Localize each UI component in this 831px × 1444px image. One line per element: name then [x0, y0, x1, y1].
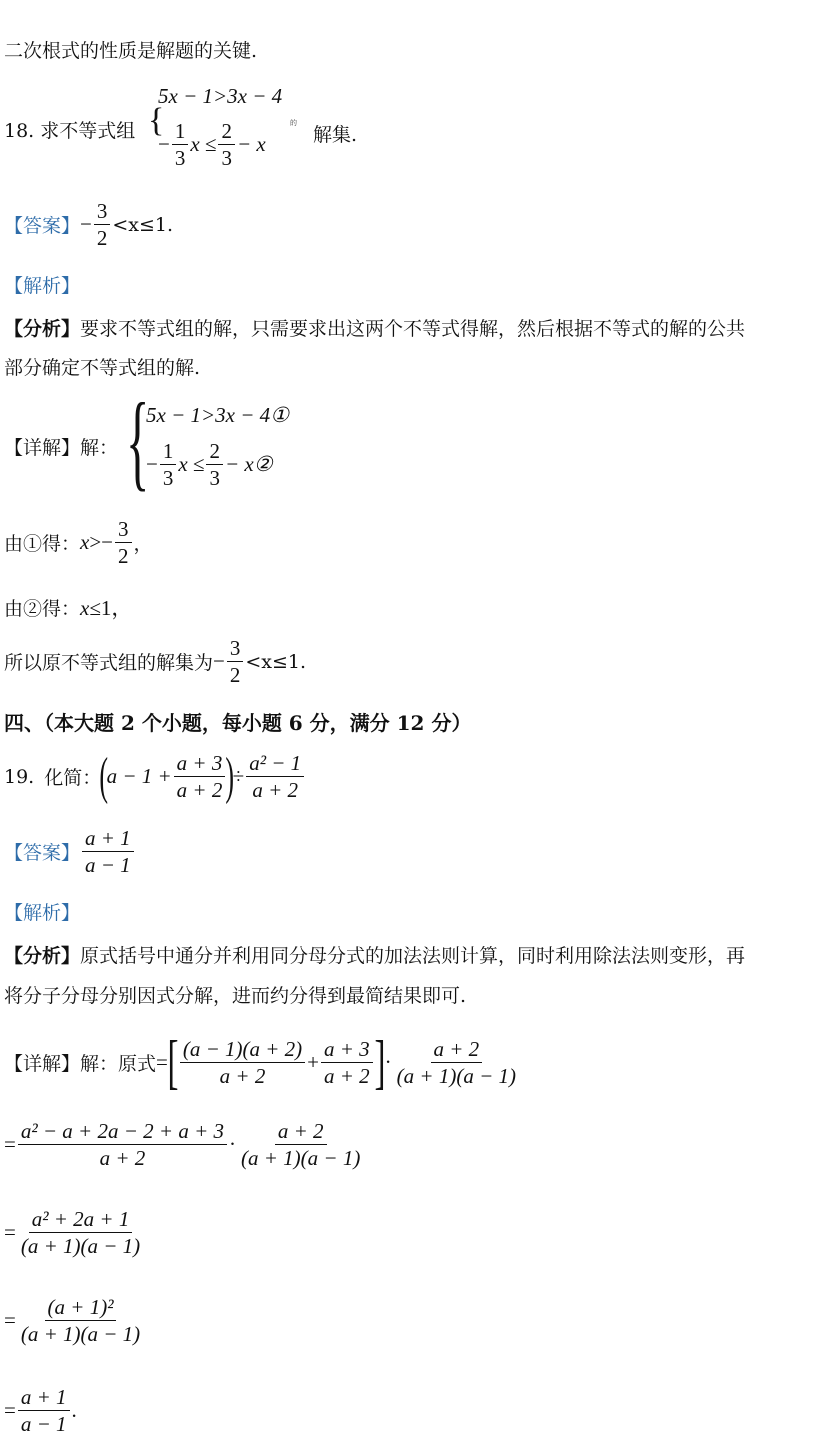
text: 二次根式的性质是解题的关键.	[4, 40, 258, 62]
step-text: 所以原不等式组的解集为	[4, 652, 214, 675]
numerator: 3	[227, 637, 244, 662]
denominator: a + 2	[219, 1064, 266, 1088]
expr: − x	[236, 132, 266, 157]
fraction	[206, 440, 223, 489]
fraction	[246, 752, 304, 801]
step-19-2	[4, 1120, 365, 1169]
fraction	[160, 440, 177, 489]
right-bracket: ]	[374, 1029, 386, 1095]
step-19-4	[4, 1296, 145, 1345]
numerator: (a − 1)(a + 2)	[180, 1038, 305, 1063]
fraction	[82, 827, 134, 876]
denominator: (a + 1)(a − 1)	[241, 1146, 361, 1171]
div-sign: ÷	[232, 764, 245, 788]
fraction	[115, 518, 132, 567]
numerator: 1	[172, 120, 189, 145]
analysis-label: 【解析】	[4, 275, 81, 297]
fraction	[227, 637, 244, 686]
denominator: 3	[162, 466, 174, 491]
detail-19	[4, 1028, 521, 1097]
q19-number: 19.	[4, 765, 35, 788]
denominator: (a + 1)(a − 1)	[20, 1322, 141, 1347]
fenxi-label: 【分析】	[4, 945, 81, 967]
step-rest: <x≤1.	[245, 650, 307, 673]
step-text: 由①得：	[4, 533, 81, 556]
denominator: 3	[221, 146, 232, 171]
fenxi-18-line1	[4, 318, 745, 341]
denominator: (a + 1)(a − 1)	[396, 1064, 516, 1088]
detail-label: 【详解】解：	[4, 437, 119, 459]
expr: x ≤	[190, 132, 217, 157]
fraction	[18, 1208, 143, 1257]
section-heading: 四、（本大题 2 个小题，每小题 6 分，满分 12 分）	[4, 711, 472, 735]
plus-sign: +	[307, 1050, 320, 1074]
step-3	[4, 637, 306, 686]
neg-sign: −	[80, 212, 92, 237]
step-2	[4, 592, 132, 622]
right-paren: )	[225, 748, 235, 805]
detail-18-label	[4, 437, 118, 460]
q18-question	[4, 120, 135, 143]
answer-18	[4, 200, 173, 249]
fenxi-18-line2: 部分确定不等式组的解.	[4, 357, 201, 379]
denominator: a + 2	[99, 1146, 146, 1171]
detail-18-eq2	[146, 440, 273, 489]
q19-prompt: 化简：	[44, 767, 102, 789]
numerator: a² + 2a + 1	[29, 1208, 133, 1233]
fraction	[18, 1386, 70, 1435]
denominator: 2	[118, 544, 129, 569]
fraction	[238, 1120, 363, 1169]
fraction	[394, 1038, 519, 1087]
q18-system-line1: 5x − 1>3x − 4	[158, 84, 283, 108]
left-paren: (	[99, 748, 109, 805]
numerator: a² − 1	[246, 752, 304, 777]
q19-question	[4, 747, 306, 806]
numerator: 2	[218, 120, 235, 145]
period: .	[71, 1398, 77, 1423]
q18-suffix: 解集.	[313, 124, 358, 146]
eq-sign: =	[4, 1308, 16, 1333]
numerator: a + 1	[82, 827, 134, 852]
numerator: a + 3	[174, 752, 226, 777]
fenxi-19-line2: 将分子分母分别因式分解，进而约分得到最简结果即可.	[4, 985, 467, 1007]
rel: >−	[89, 530, 114, 555]
eq-sign: =	[156, 1050, 168, 1074]
step-1	[4, 518, 153, 567]
denominator: a − 1	[20, 1412, 67, 1437]
step-19-3	[4, 1208, 145, 1257]
numerator: a + 1	[18, 1386, 70, 1411]
neg-sign: −	[146, 452, 158, 477]
answer-label: 【答案】	[4, 842, 81, 865]
fraction	[172, 120, 189, 169]
step-post: ，	[133, 533, 153, 556]
eq-sign: =	[4, 1220, 16, 1245]
q18-number: 18.	[4, 120, 35, 142]
fenxi-19-line1	[4, 945, 745, 968]
denominator: 2	[229, 663, 241, 688]
answer-label: 【答案】	[4, 215, 81, 238]
eq-sign: =	[4, 1132, 16, 1157]
detail-18-eq1: 5x − 1>3x − 4①	[146, 403, 289, 427]
q18-brace: {	[148, 102, 165, 139]
numerator: a² − a + 2a − 2 + a + 3	[18, 1120, 227, 1145]
neg-sign: −	[158, 132, 170, 157]
denominator: a + 2	[252, 778, 298, 802]
numerator: 3	[115, 518, 132, 543]
numerator: (a + 1)²	[45, 1296, 117, 1321]
fraction	[94, 200, 111, 249]
neg-sign: −	[213, 649, 225, 674]
denominator: a − 1	[85, 853, 131, 878]
denominator: 3	[174, 146, 186, 171]
var: x	[80, 530, 90, 555]
eq-sign: =	[4, 1398, 16, 1423]
text: 要求不等式组的解，只需要求出这两个不等式得解，然后根据不等式的解的公共	[80, 318, 746, 340]
detail-18-brace: {	[126, 382, 150, 501]
expr: a − 1 +	[106, 764, 172, 788]
expr: − x②	[224, 452, 273, 477]
denominator: (a + 1)(a − 1)	[20, 1234, 141, 1259]
fraction	[18, 1296, 143, 1345]
numerator: 2	[206, 440, 223, 465]
text-line	[4, 40, 257, 63]
analysis-label: 【解析】	[4, 902, 81, 924]
left-bracket: [	[167, 1029, 179, 1095]
detail-label: 【详解】解：原式	[4, 1053, 157, 1075]
fraction	[218, 120, 235, 169]
fenxi-label: 【分析】	[4, 318, 81, 340]
denominator: a + 2	[176, 778, 223, 802]
q18-prompt: 求不等式组	[40, 120, 136, 142]
fraction	[18, 1120, 227, 1169]
text: 原式括号中通分并利用同分母分式的加法法则计算，同时利用除法法则变形，再	[80, 945, 746, 967]
expr: x ≤	[178, 452, 205, 477]
dot-sign: ·	[229, 1132, 236, 1157]
numerator: 3	[94, 200, 111, 225]
answer-19	[4, 827, 136, 876]
step-19-5	[4, 1386, 77, 1435]
step-text: 由②得：	[4, 598, 81, 620]
denominator: 2	[96, 226, 108, 251]
fraction	[321, 1038, 373, 1087]
fraction	[174, 752, 226, 801]
var: x	[80, 596, 90, 620]
denominator: 3	[209, 466, 220, 491]
numerator: 1	[160, 440, 177, 465]
tiny-mark: 的	[290, 119, 297, 127]
numerator: a + 2	[275, 1120, 327, 1145]
dot-sign: ·	[384, 1050, 392, 1074]
numerator: a + 3	[321, 1038, 373, 1063]
denominator: a + 2	[324, 1064, 370, 1088]
fraction	[180, 1038, 305, 1087]
rel: ≤1，	[89, 596, 133, 620]
numerator: a + 2	[431, 1038, 483, 1063]
q18-system-line2	[158, 120, 266, 169]
answer-rest: <x≤1.	[112, 213, 174, 236]
